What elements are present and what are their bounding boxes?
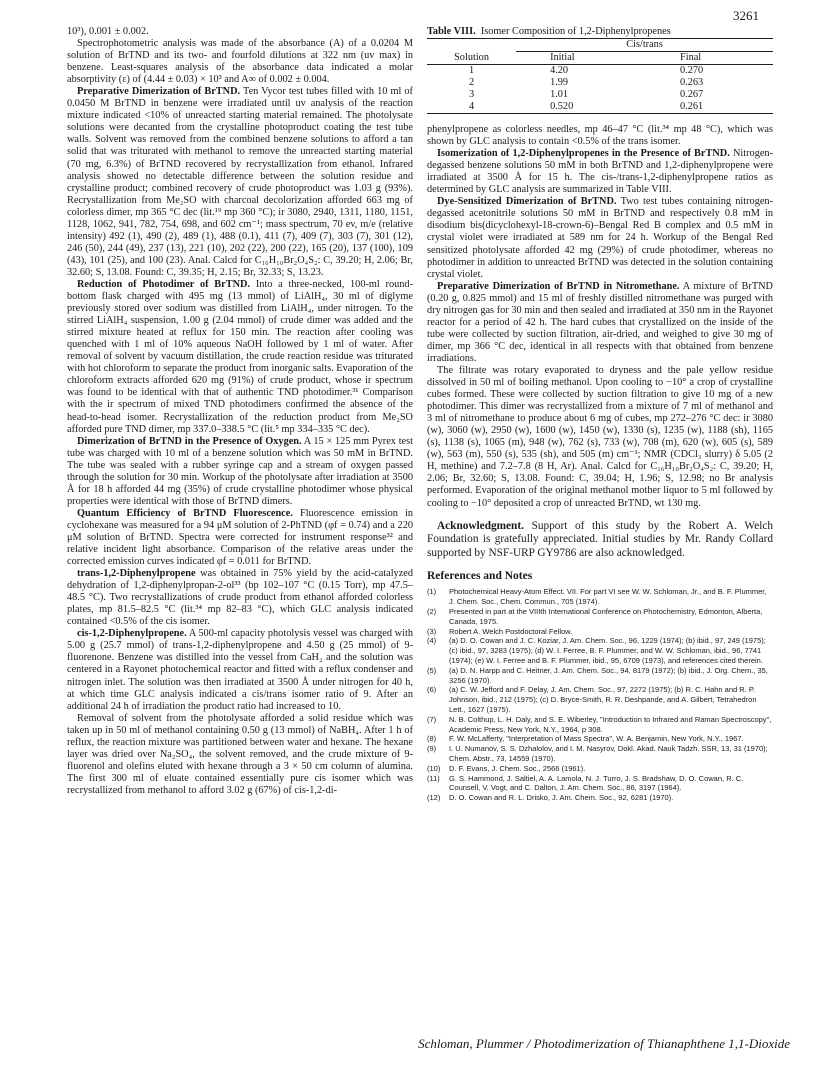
paragraph-heading: Quantum Efficiency of BrTND Fluorescence. xyxy=(77,507,293,519)
paragraph xyxy=(67,628,413,712)
paragraph-text: Removal of solvent from the photolysate afforded a solid residue which was taken up in 50 ml of methanol containing 0.50 g (13 mmol) of NaBH₄. After 1 h of reflux, the reaction mixture was partitioned between water and hexane. The hexane layer was dried over Na₂SO₄, the solvent removed, and the crude mixture of 9-fluorenol and olefins eluted with hexane through a 3 × 50 cm column of alumina. The first 300 ml of eluate contained essentially pure cis isomer which was recrystallized from methanol to afford 3.02 g (67%) of cis-1,2-di- xyxy=(67,712,413,796)
paragraph xyxy=(67,568,413,628)
paragraph xyxy=(67,26,413,38)
reference-text: (a) C. W. Jefford and F. Delay, J. Am. Chem. Soc., 97, 2272 (1975); (b) R. C. Hahn and R. P. Johnson, ibid., 212 (1975); (c) D. Bryce-Smith, R. R. Deshpande, and A. Gilbert, Tetrahedron Lett., 1627 (1975). xyxy=(449,685,757,714)
reference-number: (5) xyxy=(427,665,437,675)
paragraph xyxy=(67,86,413,279)
paragraph xyxy=(427,365,773,510)
paragraph-text: Nitrogen-degassed benzene solutions 50 mM in both BrTND and 1,2-diphenylpropene were irradiated at 3500 Å for 15 h. The cis-/trans-1,2-diphenylpropene ratios as determined by GLC analysis are summarized in Table VIII. xyxy=(427,148,773,196)
reference-number: (4) xyxy=(427,636,437,646)
paragraph-heading: cis-1,2-Diphenylpropene. xyxy=(77,628,187,640)
reference-item xyxy=(427,764,773,774)
table-cell: 0.267 xyxy=(680,89,704,101)
table-row xyxy=(427,89,773,101)
acknowledgment-heading: Acknowledgment. xyxy=(437,519,524,532)
reference-item xyxy=(427,744,773,764)
paragraph-text: Ten Vycor test tubes filled with 10 ml of 0.0450 M BrTND in benzene were irradiated until uv analysis of the reaction mixture indicated <10% of unreacted starting material remained. The photolysate solutions were decanted from the crystalline photoproduct coating the test tube walls. Solvent was removed from the combined benzene solutions to afford a tan solid that was triturated with methanol to remove the unreacted starting material (70 mg, 6.3%) of BrTND recovered by recrystallization from ethanol. Infrared analysis showed no detectable difference between the solution residue and crystalline product; combined recovery of crude photoproduct was 1.03 g (93%). Recrystallization from Me₂SO with charcoal decolorization afforded 663 mg of colorless dimer, mp 365 °C dec (lit.¹⁹ mp 360 °C); ir 3080, 2940, 1311, 1180, 1151, 1128, 1062, 941, 782, 754, 698, and 602 cm⁻¹; mass spectrum, 70 ev, m/e (relative intensity) 492 (1), 490 (2), 489 (1), 488 (0.1), 411 (7), 409 (7), 303 (7), 301 (12), 246 (50), 244 (49), 237 (13), 221 (10), 202 (22), 200 (22), 165 (20), 137 (100), 109 (43), 101 (25), and 100 (23). Anal. Calcd for C₁₆H₁₀Br₂O₄S₂: C, 39.20; H, 2.06; Br, 32.60; S, 13.08. Found: C, 39.35; H, 2.15; Br, 32.33; S, 13.23. xyxy=(67,86,413,278)
paragraph-text: A mixture of BrTND (0.20 g, 0.825 mmol) and 15 ml of freshly distilled nitromethane was purged with dry nitrogen gas for 30 min and then sealed and irradiated at 350 nm in the Rayonet reactor for a period of 42 h. The hard cubes that crystallized on the inside of the tube were collected by suction filtration, air-dried, and weighed to give 30 mg of dimer, mp 366 °C dec, identical in all respects with that obtained from benzene irradiations. xyxy=(427,280,773,364)
table-col-header: Solution xyxy=(454,51,489,63)
paragraph xyxy=(67,508,413,568)
paragraph xyxy=(67,713,413,797)
table-cell: 0.520 xyxy=(516,101,646,114)
references-list xyxy=(427,587,773,803)
reference-number: (8) xyxy=(427,734,437,744)
paragraph-text: A 15 × 125 mm Pyrex test tube was charged with 10 ml of a benzene solution which was 50 mM in BrTND. The tube was sealed with a rubber syringe cap and a stream of oxygen passed through the solution for 30 min. Workup of the photolysate after irradiation at 3500 Å for 18 h afforded 44 mg (35%) of crude crystalline photodimer whose physical properties were identical with those of BrTND dimers. xyxy=(67,435,413,507)
paragraph-heading: Preparative Dimerization of BrTND. xyxy=(77,86,241,98)
references-title: References and Notes xyxy=(427,570,533,583)
reference-text: (a) D. O. Cowan and J. C. Koziar, J. Am. Chem. Soc., 96, 1229 (1974); (b) ibid., 97, 249 (1975); (c) ibid., 97, 3283 (1975); (d) W. I. Ferree, B. F. Plummer, and W. W. Schloman, ibid., 96, 7741 (1974); (e) W. I. Ferree and B. F. Plummer, ibid., 95, 6709 (1973), and references cited therein. xyxy=(449,636,766,665)
paragraph-heading: Isomerization of 1,2-Diphenylpropenes in the Presence of BrTND. xyxy=(437,148,730,160)
paragraph-heading: trans-1,2-Diphenylpropene xyxy=(77,568,196,580)
isomer-composition-table xyxy=(427,38,773,114)
running-footer: Schloman, Plummer / Photodimerization of Thianaphthene 1,1-Dioxide xyxy=(418,1036,790,1051)
table-cell: 0.270 xyxy=(680,65,704,77)
reference-text: Robert A. Welch Postdoctoral Fellow. xyxy=(449,626,573,636)
reference-item xyxy=(427,587,773,607)
table-group-header: Cis/trans xyxy=(516,39,773,52)
paragraph xyxy=(67,436,413,508)
paragraph-heading: Preparative Dimerization of BrTND in Nitromethane. xyxy=(437,280,680,292)
reference-item xyxy=(427,666,773,686)
table-cell: 1.99 xyxy=(550,77,569,89)
table-caption xyxy=(427,26,773,38)
reference-text: D. O. Cowan and R. L. Drisko, J. Am. Chem. Soc., 92, 6281 (1970). xyxy=(449,793,674,803)
table-row xyxy=(427,77,773,89)
paragraph-text: The filtrate was rotary evaporated to dryness and the pale yellow residue dissolved in 50 ml of boiling methanol. Upon cooling to −10° a crop of crystalline cubes formed. These were collected by suction filtration to give 10 mg of a new photodimer. This dimer was recrystallized from a mixture of 7 ml of methanol and 3 ml of nitromethane to produce about 6 mg of cubes, mp 272–276 °C dec: ir 3080 (w), 3060 (w), 2950 (w), 1600 (w), 1450 (w), 1330 (s), 1235 (w), 1188 (sh), 1165 (s), 1138 (s), 1065 (m), 948 (w), 762 (s), 733 (w), 708 (m), 620 (w), 605 (s), 589 (w), 563 (m), 550 (s), 535 (sh), and 505 (m) cm⁻¹; NMR (CDCl₃ slurry) δ 5.05 (2 H, methine) and 7.2–7.8 (8 H, Ar). Anal. Calcd for C₁₆H₁₀Br₂O₄S₂: C, 39.20; H, 2.06; Br, 32.60; S, 13.08. Found: C, 39.04; H, 1.96; S, 12.98; no Br analysis performed. Evaporation of the original methanol mother liquor to 5 ml followed by cooling to −10° deposited a crop of unreacted BrTND, wt 130 mg. xyxy=(427,364,773,509)
table-cell: 2 xyxy=(468,77,475,89)
reference-number: (3) xyxy=(427,626,437,636)
paragraph xyxy=(427,148,773,196)
paragraph-text: 10³), 0.001 ± 0.002. xyxy=(67,26,149,37)
reference-text: N. B. Colthup, L. H. Daly, and S. E. Wiberley, "Introduction to Infrared and Raman Spectroscopy", Academic Press, New York, N.Y., 1964, p 308. xyxy=(449,714,772,734)
acknowledgment-text: Support of this study by the Robert A. Welch Foundation is gratefully appreciated. Initial studies by Mr. Randy Collard supported by NSF-URP GY9786 are also acknowledged. xyxy=(427,519,774,559)
paragraph-text: A 500-ml capacity photolysis vessel was charged with 5.00 g (25.7 mmol) of trans-1,2-diphenylpropene and 4.50 g (25 mmol) of 9-fluorenone. Benzene was distilled into the vessel from CaH₂ and the solution was centered in a Rayonet photochemical reactor and fitted with a reflux condenser and nitrogen inlet. The solution was then irradiated at 3500 Å under nitrogen for 40 h, at which time GLC analysis indicated a cis/trans isomer ratio of 9. After an additional 24 h of irradiation the product ratio had increased to 10. xyxy=(67,628,413,712)
table-cell: 3 xyxy=(468,89,475,101)
paragraph xyxy=(67,279,413,436)
reference-text: G. S. Hammond, J. Saltiel, A. A. Lamola, N. J. Turro, J. S. Bradshaw, D. O. Cowan, R. C. Counsell, V. Vogt, and C. Dalton, J. Am. Chem. Soc., 86, 3197 (1964). xyxy=(449,773,744,793)
paragraph xyxy=(427,281,773,365)
table-caption-label: Table VIII. xyxy=(427,26,476,37)
paragraph-text: was obtained in 75% yield by the acid-catalyzed dehydration of 1,2-diphenylpropan-2-ol³³ (bp 102–107 °C (0.15 Torr), mp 47.5–48.5 °C). Two recrystallizations of crude product from ethanol afforded colorless plates, mp 81.5–82.5 °C (lit.³⁴ mp 82–83 °C), which GLC analysis indicated contained <0.5% of the cis isomer. xyxy=(67,568,413,628)
table-col-header: Final xyxy=(680,52,702,64)
reference-text: Presented in part at the VIIIth International Conference on Photochemistry, Edmonton, Alberta, Canada, 1975. xyxy=(449,606,763,626)
table-cell: 4 xyxy=(427,101,516,114)
table-col-header: Initial xyxy=(550,52,575,64)
paragraph-text: Into a three-necked, 100-ml round-bottom flask charged with 495 mg (13 mmol) of LiAlH₄, 30 ml of diglyme previously stored over sodium was distilled from LiAlH₄, under nitrogen. To the stirred LiAlH₄ suspension, 1.00 g (2.04 mmol) of crude dimer was added and the stirred mixture heated at reflux for 150 min. The reaction after cooling was quenched with 1 ml of 10% aqueous NaOH followed by 1 ml of water. After removal of solvent by vacuum distillation, the crude reaction residue was triturated with hot chloroform to separate the product from inorganic salts. Evaporation of the chloroform extracts afforded 620 mg (91%) of crude product, whose ir spectrum was found to be identical with that of authentic TND photodimer.³¹ Comparison with the ir spectrum of mixed TND photodimers confirmed the absence of the head-to-head isomer. Recrystallization of the reduction product from Me₂SO afforded pure TND dimer, mp 337.0–338.5 °C (lit.⁵ mp 334–335 °C dec). xyxy=(67,278,414,435)
reference-item xyxy=(427,636,773,665)
reference-text: Photochemical Heavy-Atom Effect. VII. For part VI see W. W. Schloman, Jr., and B. F. Plummer, J. Chem. Soc., Chem. Commun., 705 (1974). xyxy=(449,587,767,607)
reference-item xyxy=(427,685,773,714)
reference-number: (9) xyxy=(427,744,437,754)
reference-number: (11) xyxy=(427,773,440,783)
reference-number: (1) xyxy=(427,587,437,597)
table-cell: 1 xyxy=(468,65,475,77)
paragraph-text: phenylpropene as colorless needles, mp 46–47 °C (lit.³⁴ mp 48 °C), which was shown by GLC analysis to contain <0.5% of the trans isomer. xyxy=(427,124,773,148)
paragraph-heading: Dimerization of BrTND in the Presence of Oxygen. xyxy=(77,435,302,447)
paragraph-text: Two test tubes containing nitrogen-degassed acetonitrile solutions 50 mM in BrTND and respectively 0.8 mM in disodium bis(dicyclohexyl-18-crown-6)–Bengal Red B complex and 0.5 mM in crystal violet were irradiated at 589 nm for 24 h. Workup of the Bengal Red sensitized photolysate afforded 42 mg (29%) of crude photodimer, whereas no photodimer in addition to unreacted BrTND was detected in the solution containing crystal violet. xyxy=(427,196,773,280)
reference-text: (a) D. N. Harpp and C. Heitner, J. Am. Chem. Soc., 94, 8179 (1972); (b) ibid., J. Org. Chem., 35, 3256 (1970). xyxy=(449,665,768,685)
reference-text: D. F. Evans, J. Chem. Soc., 2566 (1961). xyxy=(449,763,586,773)
left-column xyxy=(67,26,413,797)
reference-item xyxy=(427,774,773,794)
paragraph-heading: Dye-Sensitized Dimerization of BrTND. xyxy=(437,196,617,208)
table-cell: 0.261 xyxy=(646,101,773,114)
paragraph xyxy=(427,196,773,280)
reference-item xyxy=(427,715,773,735)
reference-number: (12) xyxy=(427,793,441,803)
reference-number: (6) xyxy=(427,685,437,695)
reference-number: (7) xyxy=(427,714,437,724)
right-column xyxy=(427,26,773,803)
table-row xyxy=(427,101,773,114)
table-row xyxy=(427,65,773,78)
reference-item xyxy=(427,627,773,637)
paragraph xyxy=(67,38,413,86)
acknowledgment xyxy=(427,520,773,561)
reference-number: (10) xyxy=(427,763,441,773)
reference-item xyxy=(427,607,773,627)
reference-item xyxy=(427,793,773,803)
reference-text: F. W. McLafferty, "Interpretation of Mass Spectra", W. A. Benjamin, New York, N.Y., 1967. xyxy=(449,734,744,744)
reference-item xyxy=(427,734,773,744)
table-cell: 1.01 xyxy=(550,89,569,101)
reference-text: I. U. Numanov, S. S. Dzhalolov, and I. M. Nasyrov, Dokl. Akad. Nauk Tadzh. SSR, 13, 31 (1970); Chem. Abstr., 73, 14559 (1970). xyxy=(449,744,768,763)
table-caption-text: Isomer Composition of 1,2-Diphenylpropenes xyxy=(480,26,671,37)
table-cell: 4.20 xyxy=(550,65,569,77)
paragraph-text: Fluorescence emission in cyclohexane was measured for a 94 μM solution of 2-PhTND (φf = 0.74) and a 220 μM solution of BrTND. Spectra were corrected for instrument response³² and relative incident light absorbance. Comparison of the relative areas under the corrected emission curves indicated φf = 0.011 for BrTND. xyxy=(67,507,414,568)
page-number: 3261 xyxy=(733,8,759,23)
table-cell: 0.263 xyxy=(680,77,704,89)
paragraph-text: Spectrophotometric analysis was made of the absorbance (A) of a 0.0204 M solution of BrTND and its two- and fourfold dilutions at 322 nm (uv max) in benzene. Least-squares analysis of the absorbance data indicated a molar absorptivity (ε) of (4.44 ± 0.03) × 10³ and A∞ of 0.002 ± 0.004. xyxy=(67,38,413,86)
reference-number: (2) xyxy=(427,606,437,616)
paragraph-heading: Reduction of Photodimer of BrTND. xyxy=(77,278,251,290)
paragraph xyxy=(427,124,773,148)
